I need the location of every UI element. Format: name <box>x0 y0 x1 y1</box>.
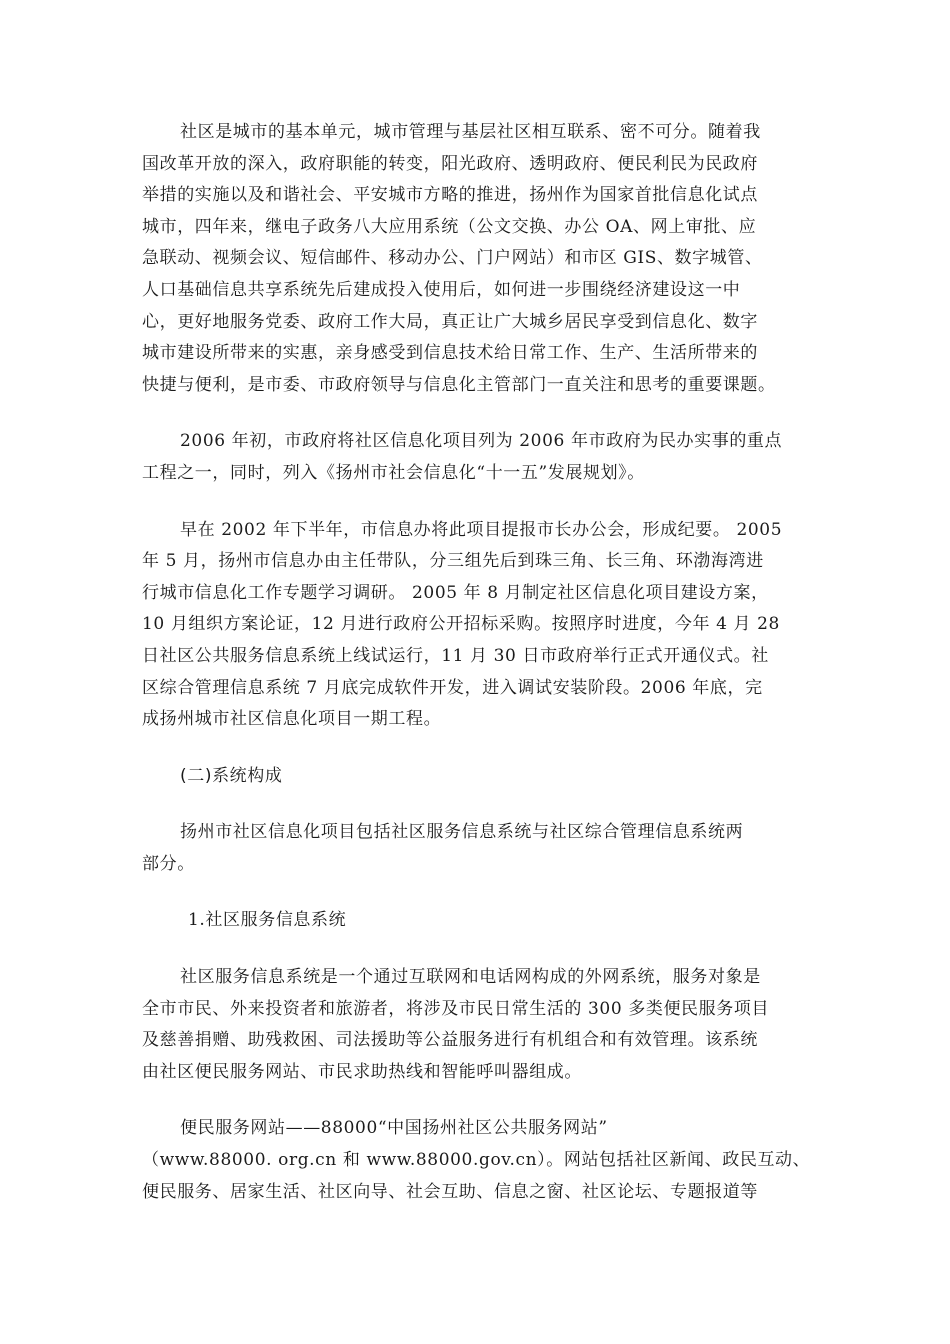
text-line: 便民服务网站——88000“中国扬州社区公共服务网站” <box>180 1118 608 1139</box>
text-line: 便民服务、居家生活、社区向导、社会互助、信息之窗、社区论坛、专题报道等 <box>142 1181 758 1202</box>
text-line: 由社区便民服务网站、市民求助热线和智能呼叫器组成。 <box>142 1061 582 1082</box>
text-line: 社区服务信息系统是一个通过互联网和电话网构成的外网系统，服务对象是 <box>180 967 761 988</box>
text-line: 城市，四年来，继电子政务八大应用系统（公文交换、办公 OA、网上审批、应 <box>142 216 757 237</box>
text-line: 国改革开放的深入，政府职能的转变，阳光政府、透明政府、便民利民为民政府 <box>142 153 758 174</box>
text-line: 年 5 月，扬州市信息办由主任带队，分三组先后到珠三角、长三角、环渤海湾进 <box>142 551 764 572</box>
text-line: （www.88000. org.cn 和 www.88000.gov.cn）。网站包括社区新闻、政民互动、 <box>142 1150 811 1171</box>
text-line: 举措的实施以及和谐社会、平安城市方略的推进，扬州作为国家首批信息化试点 <box>142 185 758 206</box>
document-body <box>142 117 822 1208</box>
text-line: 人口基础信息共享系统先后建成投入使用后，如何进一步围绕经济建设这一中 <box>142 279 741 300</box>
sub-heading: 1.社区服务信息系统 <box>188 910 347 931</box>
text-line: 急联动、视频会议、短信邮件、移动办公、门户网站）和市区 GIS、数字城管、 <box>142 248 763 269</box>
text-line: 2006 年初，市政府将社区信息化项目列为 2006 年市政府为民办实事的重点 <box>180 431 783 452</box>
text-line: 工程之一，同时，列入《扬州市社会信息化“十一五”发展规划》。 <box>142 462 645 483</box>
section-heading: (二)系统构成 <box>180 765 283 786</box>
text-line: 快捷与便利，是市委、市政府领导与信息化主管部门一直关注和思考的重要课题。 <box>142 374 776 395</box>
text-line: 区综合管理信息系统 7 月底完成软件开发，进入调试安装阶段。2006 年底，完 <box>142 677 763 698</box>
text-line: 及慈善捐赠、助残救困、司法援助等公益服务进行有机组合和有效管理。该系统 <box>142 1030 758 1051</box>
text-line: 社区是城市的基本单元，城市管理与基层社区相互联系、密不可分。随着我 <box>180 122 761 142</box>
text-line: 行城市信息化工作专题学习调研。 2005 年 8 月制定社区信息化项目建设方案， <box>142 582 769 603</box>
text-line: 心，更好地服务党委、政府工作大局，真正让广大城乡居民享受到信息化、数字 <box>142 311 758 332</box>
text-line: 日社区公共服务信息系统上线试运行，11 月 30 日市政府举行正式开通仪式。社 <box>142 645 769 666</box>
text-line: 全市市民、外来投资者和旅游者，将涉及市民日常生活的 300 多类便民服务项目 <box>142 998 770 1019</box>
text-line: 扬州市社区信息化项目包括社区服务信息系统与社区综合管理信息系统两 <box>180 822 744 843</box>
text-line: 城市建设所带来的实惠，亲身感受到信息技术给日常工作、生产、生活所带来的 <box>142 343 758 364</box>
text-line: 部分。 <box>142 853 195 874</box>
text-line: 早在 2002 年下半年，市信息办将此项目提报市长办公会，形成纪要。 2005 <box>180 519 783 540</box>
text-line: 成扬州城市社区信息化项目一期工程。 <box>142 709 442 730</box>
text-line: 10 月组织方案论证，12 月进行政府公开招标采购。按照序时进度，今年 4 月 28 <box>142 614 780 635</box>
